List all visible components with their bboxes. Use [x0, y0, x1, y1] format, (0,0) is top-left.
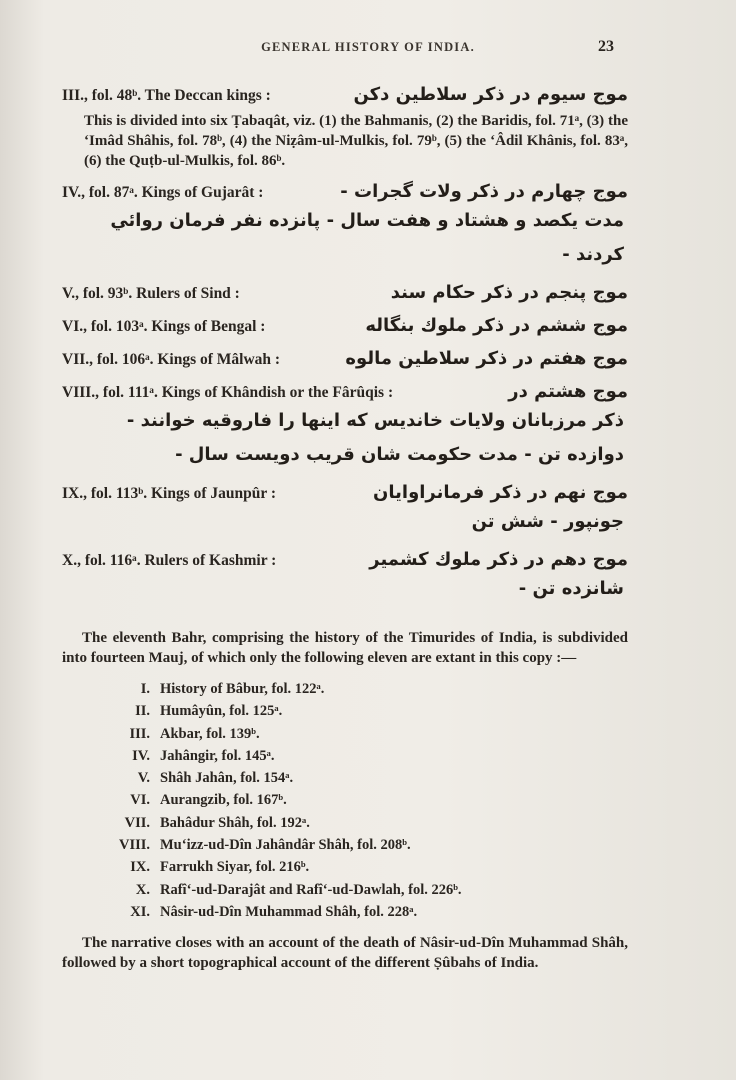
arabic-line: شانزده تن -	[518, 578, 624, 599]
list-number: I.	[140, 681, 150, 697]
entry-label: VII., fol. 106ᵃ. Kings of Mâlwah :	[62, 351, 281, 368]
list-text: Rafî‘-ud-Darajât and Rafî‘-ud-Dawlah, fol. 226ᵇ.	[160, 881, 462, 898]
arabic-heading: موج هفتم در ذکر سلاطین مالوه	[345, 348, 628, 369]
page-body	[62, 84, 628, 973]
arabic-line: جونپور - شش تن	[471, 511, 624, 532]
list-number: XI.	[130, 903, 150, 920]
list-item	[84, 834, 628, 856]
list-number: III.	[129, 725, 150, 742]
running-head: GENERAL HISTORY OF INDIA.	[261, 40, 475, 54]
arabic-heading: موج ششم در ذکر ملوك بنگاله	[365, 315, 628, 336]
entry-label: IX., fol. 113ᵇ. Kings of Jaunpûr :	[62, 485, 277, 502]
page-number: 23	[598, 38, 614, 55]
mauj-entry-5	[62, 282, 628, 305]
list-item	[84, 767, 628, 789]
list-item	[84, 678, 628, 700]
arabic-heading: موج دهم در ذکر ملوك کشمیر	[369, 549, 628, 570]
list-number: VII.	[124, 814, 150, 831]
list-text: Jahângir, fol. 145ᵃ.	[160, 747, 275, 764]
mauj-entry-6	[62, 315, 628, 338]
list-item	[84, 812, 628, 834]
arabic-heading: موج نهم در ذکر فرمانراوایان	[373, 482, 628, 503]
list-number: VI.	[130, 792, 150, 809]
list-item	[84, 856, 628, 878]
mauj-entry-10	[62, 549, 628, 606]
arabic-line: مدت یکصد و هشتاد و هفت سال - پانزده نفر فرمان روائي	[110, 210, 624, 231]
entry-label: III., fol. 48ᵇ. The Deccan kings :	[62, 87, 271, 104]
entry-label: V., fol. 93ᵇ. Rulers of Sind :	[62, 285, 240, 302]
arabic-line: کردند -	[562, 244, 624, 265]
list-item	[84, 700, 628, 722]
list-text: Farrukh Siyar, fol. 216ᵇ.	[160, 859, 310, 876]
list-number: VIII.	[118, 837, 150, 854]
list-item	[84, 879, 628, 901]
list-item	[84, 901, 628, 923]
list-number: X.	[135, 881, 150, 898]
body-paragraph: The eleventh Bahr, comprising the history of the Timurides of India, is subdivided into fourteen Mauj, of which only the following eleven are extant in this copy :—	[62, 630, 628, 666]
list-text: History of Bâbur, fol. 122ᵃ.	[160, 681, 325, 697]
arabic-heading: موج چهارم در ذکر ولات گجرات -	[340, 181, 628, 202]
entry-label: X., fol. 116ᵃ. Rulers of Kashmir :	[62, 552, 277, 569]
list-text: Mu‘izz-ud-Dîn Jahândâr Shâh, fol. 208ᵇ.	[160, 837, 411, 854]
list-item	[84, 789, 628, 811]
list-number: IX.	[130, 859, 150, 876]
list-text: Nâsir-ud-Dîn Muhammad Shâh, fol. 228ᵃ.	[160, 903, 418, 920]
list-number: II.	[135, 703, 150, 720]
arabic-line: ذکر مرزبانان ولایات خاندیس که اینها را فاروقیه خوانند -	[126, 410, 624, 431]
list-text: Humâyûn, fol. 125ᵃ.	[160, 703, 283, 720]
list-text: Bahâdur Shâh, fol. 192ᵃ.	[160, 814, 310, 831]
arabic-heading: موج پنجم در ذکر حکام سند	[390, 282, 628, 303]
list-number: IV.	[132, 747, 150, 764]
arabic-line: دوازده تن - مدت حکومت شان قریب دویست سال -	[175, 444, 624, 465]
entry-label: IV., fol. 87ᵃ. Kings of Gujarât :	[62, 184, 264, 201]
arabic-heading: موج سیوم در ذکر سلاطین دکن	[353, 84, 628, 105]
list-text: Shâh Jahân, fol. 154ᵃ.	[160, 770, 294, 787]
mauj-entry-7	[62, 348, 628, 371]
closing-paragraph: The narrative closes with an account of the death of Nâsir-ud-Dîn Muhammad Shâh, followed by a short topographical account of the different Ṣûbahs of India.	[62, 935, 628, 972]
entry-label: VI., fol. 103ᵃ. Kings of Bengal :	[62, 318, 266, 335]
mauj-entry-9	[62, 482, 628, 539]
list-item	[84, 723, 628, 745]
timurid-mauj-list	[84, 678, 628, 923]
arabic-heading: موج هشتم در	[508, 381, 628, 402]
list-text: Aurangzib, fol. 167ᵇ.	[160, 792, 287, 809]
list-number: V.	[137, 770, 150, 787]
list-text: Akbar, fol. 139ᵇ.	[160, 725, 260, 742]
mauj-entry-3	[62, 84, 628, 171]
mauj-entry-8	[62, 381, 628, 472]
page-header	[0, 40, 736, 62]
entry-label: VIII., fol. 111ᵃ. Kings of Khândish or the Fârûqis :	[62, 384, 394, 401]
mauj-entry-4	[62, 181, 628, 272]
list-item	[84, 745, 628, 767]
entry-description: This is divided into six Ṭabaqât, viz. (1) the Bahmanis, (2) the Baridis, fol. 71ᵃ, (3) the ‘Imâd Shâhis, fol. 78ᵇ, (4) the Niẓâm-ul-Mulkis, fol. 79ᵇ, (5) the ‘Âdil Khânis, fol. 83ᵃ, (6) the Quṭb-ul-Mulkis, fol. 86ᵇ.	[84, 113, 628, 169]
